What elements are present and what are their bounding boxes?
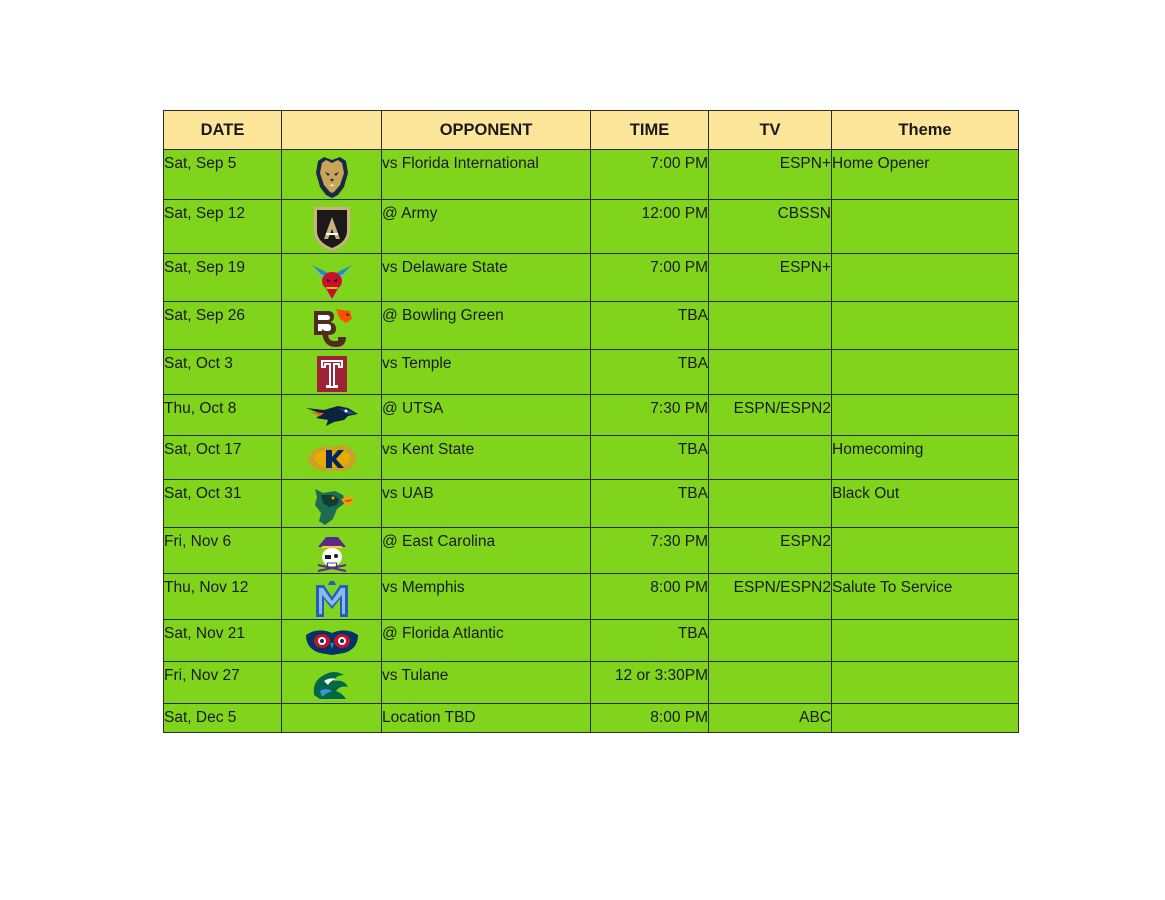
cell-tv bbox=[709, 620, 832, 662]
cell-logo bbox=[282, 254, 382, 302]
cell-theme bbox=[832, 254, 1019, 302]
cell-date: Sat, Sep 26 bbox=[164, 302, 282, 350]
cell-date: Sat, Sep 12 bbox=[164, 200, 282, 254]
cell-tv: CBSSN bbox=[709, 200, 832, 254]
cell-time: 12 or 3:30PM bbox=[591, 662, 709, 704]
cell-theme: Salute To Service bbox=[832, 574, 1019, 620]
cell-date: Sat, Sep 5 bbox=[164, 150, 282, 200]
cell-opponent: vs Delaware State bbox=[382, 254, 591, 302]
cell-theme: Home Opener bbox=[832, 150, 1019, 200]
cell-opponent: vs Kent State bbox=[382, 436, 591, 480]
cell-date: Fri, Nov 27 bbox=[164, 662, 282, 704]
owl-logo-icon bbox=[304, 625, 360, 657]
cell-time: TBA bbox=[591, 436, 709, 480]
cell-date: Fri, Nov 6 bbox=[164, 528, 282, 574]
cell-theme bbox=[832, 620, 1019, 662]
tiger-m-logo-icon bbox=[312, 579, 352, 619]
cell-tv: ESPN+ bbox=[709, 150, 832, 200]
cell-date: Sat, Oct 17 bbox=[164, 436, 282, 480]
cell-time: 12:00 PM bbox=[591, 200, 709, 254]
header-opponent: OPPONENT bbox=[382, 111, 591, 150]
dragon-logo-icon bbox=[307, 485, 357, 527]
header-date: DATE bbox=[164, 111, 282, 150]
cell-logo bbox=[282, 620, 382, 662]
roadrunner-logo-icon bbox=[304, 400, 360, 430]
cell-theme bbox=[832, 662, 1019, 704]
cell-time: TBA bbox=[591, 302, 709, 350]
table-row bbox=[164, 528, 1019, 574]
header-tv: TV bbox=[709, 111, 832, 150]
cell-logo bbox=[282, 436, 382, 480]
cell-time: 7:30 PM bbox=[591, 528, 709, 574]
table-row bbox=[164, 350, 1019, 395]
cell-tv: ESPN/ESPN2 bbox=[709, 574, 832, 620]
table-row bbox=[164, 704, 1019, 733]
cell-tv bbox=[709, 302, 832, 350]
table-row bbox=[164, 662, 1019, 704]
cell-tv: ESPN/ESPN2 bbox=[709, 395, 832, 436]
cell-time: TBA bbox=[591, 350, 709, 395]
cell-opponent: @ Bowling Green bbox=[382, 302, 591, 350]
cell-opponent: @ UTSA bbox=[382, 395, 591, 436]
cell-time: 8:00 PM bbox=[591, 574, 709, 620]
cell-logo bbox=[282, 574, 382, 620]
cell-opponent: @ East Carolina bbox=[382, 528, 591, 574]
golden-flash-logo-icon bbox=[304, 441, 360, 479]
cell-date: Sat, Nov 21 bbox=[164, 620, 282, 662]
cell-date: Thu, Oct 8 bbox=[164, 395, 282, 436]
cell-opponent: vs UAB bbox=[382, 480, 591, 528]
table-row bbox=[164, 480, 1019, 528]
cell-time: 7:00 PM bbox=[591, 254, 709, 302]
cell-theme bbox=[832, 350, 1019, 395]
cell-opponent: vs Tulane bbox=[382, 662, 591, 704]
header-theme: Theme bbox=[832, 111, 1019, 150]
cell-opponent: Location TBD bbox=[382, 704, 591, 733]
cell-tv: ABC bbox=[709, 704, 832, 733]
header-row bbox=[164, 111, 1019, 150]
cell-theme bbox=[832, 302, 1019, 350]
cell-logo bbox=[282, 704, 382, 733]
cell-theme bbox=[832, 200, 1019, 254]
t-letter-logo-icon bbox=[315, 355, 349, 393]
table-row bbox=[164, 620, 1019, 662]
header-logo bbox=[282, 111, 382, 150]
cell-time: TBA bbox=[591, 480, 709, 528]
cell-time: 7:30 PM bbox=[591, 395, 709, 436]
cell-logo bbox=[282, 395, 382, 436]
cell-time: 7:00 PM bbox=[591, 150, 709, 200]
cell-opponent: vs Florida International bbox=[382, 150, 591, 200]
table-row bbox=[164, 436, 1019, 480]
header-time: TIME bbox=[591, 111, 709, 150]
cell-opponent: @ Army bbox=[382, 200, 591, 254]
cell-opponent: vs Temple bbox=[382, 350, 591, 395]
cell-opponent: vs Memphis bbox=[382, 574, 591, 620]
cell-logo bbox=[282, 480, 382, 528]
pirate-logo-icon bbox=[312, 533, 352, 573]
cell-theme bbox=[832, 528, 1019, 574]
cell-tv bbox=[709, 350, 832, 395]
cell-theme: Homecoming bbox=[832, 436, 1019, 480]
cell-logo bbox=[282, 528, 382, 574]
cell-logo bbox=[282, 200, 382, 254]
green-wave-logo-icon bbox=[310, 667, 354, 703]
cell-logo bbox=[282, 302, 382, 350]
schedule-table bbox=[163, 110, 1019, 733]
knight-shield-logo-icon bbox=[312, 205, 352, 253]
cell-logo bbox=[282, 350, 382, 395]
cell-date: Sat, Oct 31 bbox=[164, 480, 282, 528]
hornet-logo-icon bbox=[310, 259, 354, 301]
cell-tv: ESPN+ bbox=[709, 254, 832, 302]
cell-date: Sat, Oct 3 bbox=[164, 350, 282, 395]
table-row bbox=[164, 302, 1019, 350]
cell-theme: Black Out bbox=[832, 480, 1019, 528]
cell-tv bbox=[709, 662, 832, 704]
cell-tv bbox=[709, 436, 832, 480]
cell-tv: ESPN2 bbox=[709, 528, 832, 574]
cell-opponent: @ Florida Atlantic bbox=[382, 620, 591, 662]
table-row bbox=[164, 150, 1019, 200]
table-row bbox=[164, 200, 1019, 254]
table-row bbox=[164, 254, 1019, 302]
cell-logo bbox=[282, 662, 382, 704]
cell-date: Thu, Nov 12 bbox=[164, 574, 282, 620]
table-row bbox=[164, 395, 1019, 436]
bg-falcon-logo-icon bbox=[310, 307, 354, 349]
cell-logo bbox=[282, 150, 382, 200]
cell-date: Sat, Sep 19 bbox=[164, 254, 282, 302]
cell-date: Sat, Dec 5 bbox=[164, 704, 282, 733]
cell-tv bbox=[709, 480, 832, 528]
cell-theme bbox=[832, 704, 1019, 733]
cell-time: 8:00 PM bbox=[591, 704, 709, 733]
table-row bbox=[164, 574, 1019, 620]
cell-theme bbox=[832, 395, 1019, 436]
cell-time: TBA bbox=[591, 620, 709, 662]
panther-logo-icon bbox=[312, 155, 352, 199]
